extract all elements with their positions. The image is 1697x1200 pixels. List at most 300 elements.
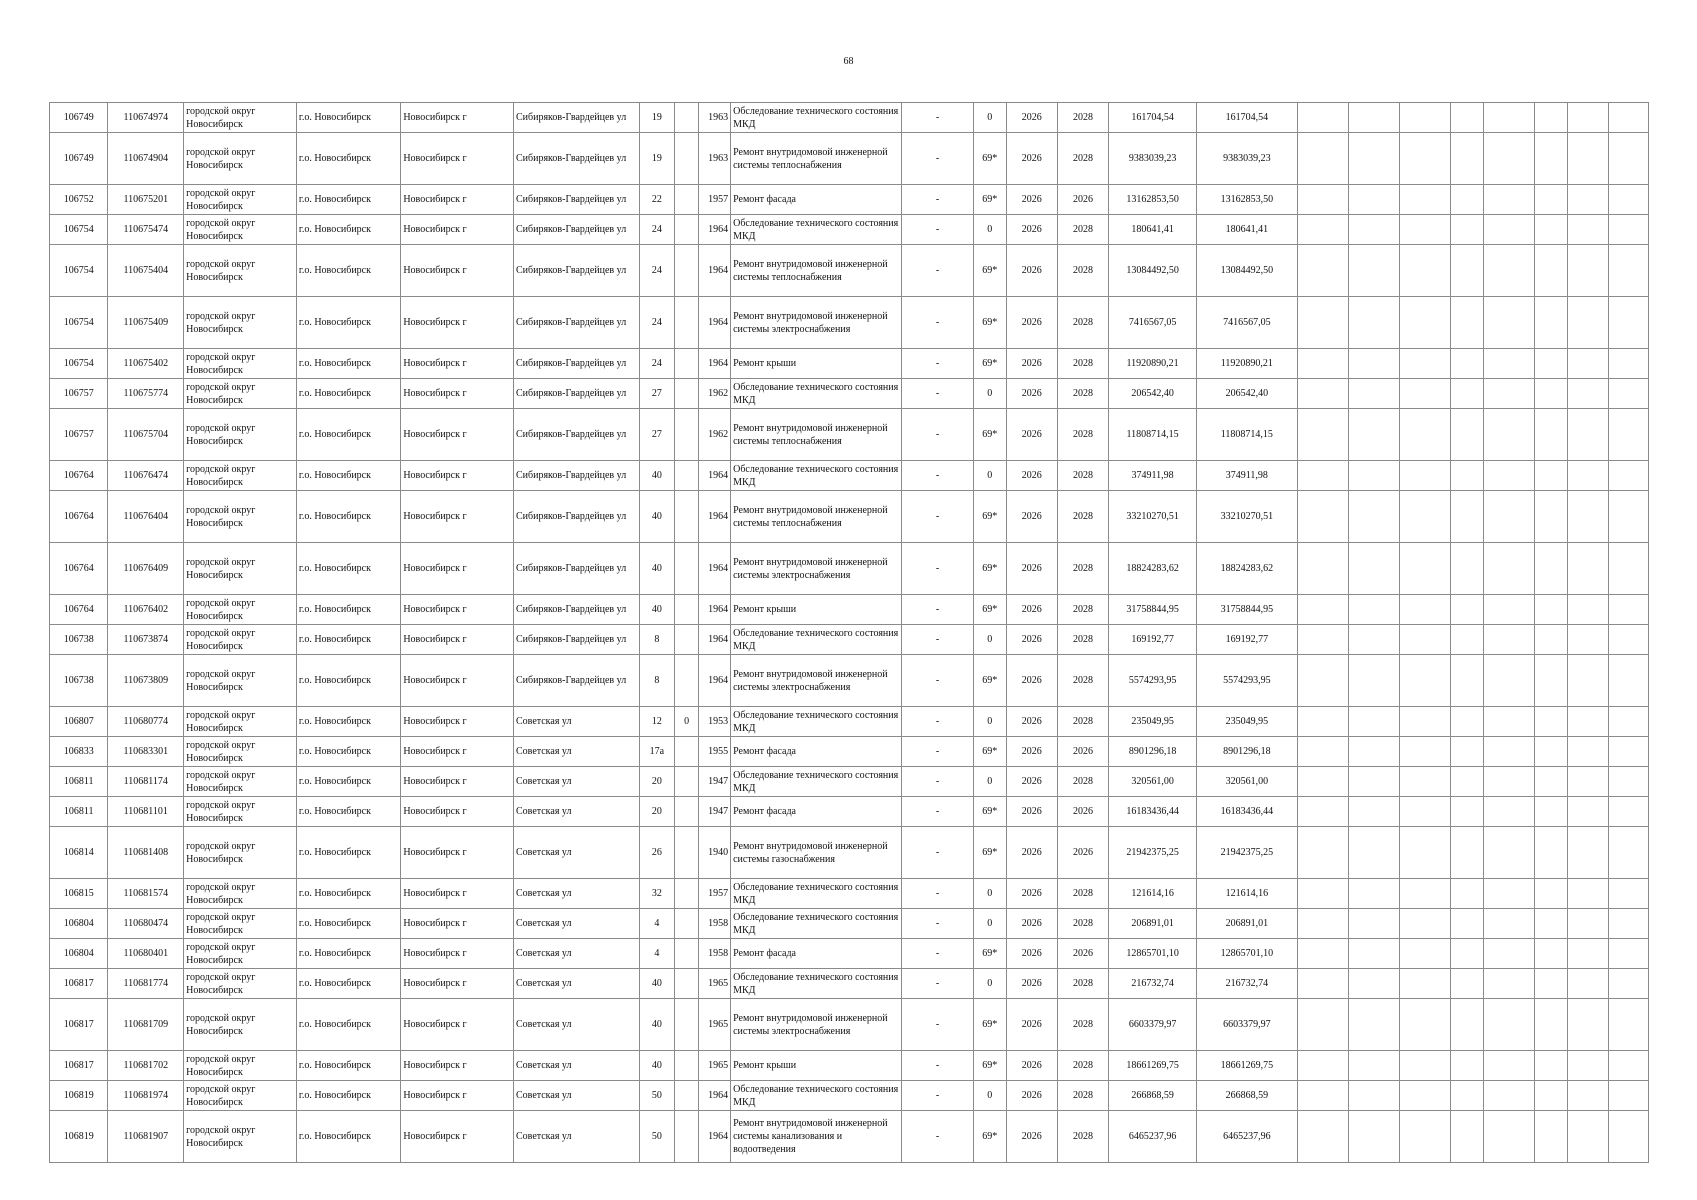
empty-cell [1483,297,1534,349]
dash-cell: - [902,707,974,737]
work-id: 110680474 [108,909,184,939]
street: Советская ул [513,1081,639,1111]
house-number: 12 [639,707,674,737]
object-id: 106804 [50,909,108,939]
table-row [50,543,1649,595]
plan-start-year: 2026 [1006,827,1057,879]
total-cost-cell: 18824283,62 [1197,543,1297,595]
empty-cell [1535,1081,1568,1111]
empty-cell [1608,133,1648,185]
settlement: Новосибирск г [401,379,514,409]
building [674,1081,699,1111]
total-cost-cell: 33210270,51 [1197,491,1297,543]
empty-cell [1399,185,1450,215]
work-type: Ремонт фасада [731,939,902,969]
dash-cell: - [902,655,974,707]
year-built: 1953 [699,707,731,737]
object-id: 106749 [50,103,108,133]
empty-cell [1535,543,1568,595]
plan-end-year: 2028 [1057,245,1108,297]
building [674,491,699,543]
building [674,939,699,969]
total-cost-cell: 21942375,25 [1197,827,1297,879]
district: г.о. Новосибирск [296,1051,400,1081]
empty-cell [1399,655,1450,707]
plan-start-year: 2026 [1006,939,1057,969]
object-id: 106811 [50,767,108,797]
municipality: городской округ Новосибирск [184,595,297,625]
empty-cell [1483,1051,1534,1081]
empty-cell [1608,1111,1648,1163]
plan-end-year: 2026 [1057,185,1108,215]
empty-cell [1608,655,1648,707]
work-type: Ремонт крыши [731,349,902,379]
empty-cell [1535,595,1568,625]
cost-cell: 121614,16 [1109,879,1197,909]
work-id: 110673809 [108,655,184,707]
dash-cell: - [902,543,974,595]
empty-cell [1608,879,1648,909]
percent-cell: 69* [973,1051,1006,1081]
empty-cell [1535,707,1568,737]
work-type: Обследование технического состояния МКД [731,103,902,133]
settlement: Новосибирск г [401,879,514,909]
empty-cell [1399,707,1450,737]
work-type: Ремонт внутридомовой инженерной системы теплоснабжения [731,409,902,461]
object-id: 106738 [50,625,108,655]
object-id: 106764 [50,461,108,491]
house-number: 50 [639,1111,674,1163]
house-number: 4 [639,939,674,969]
empty-cell [1399,1111,1450,1163]
empty-cell [1451,595,1484,625]
empty-cell [1535,215,1568,245]
house-number: 40 [639,543,674,595]
cost-cell: 6603379,97 [1109,999,1197,1051]
empty-cell [1608,939,1648,969]
year-built: 1962 [699,409,731,461]
table-row [50,409,1649,461]
empty-cell [1608,625,1648,655]
work-id: 110681574 [108,879,184,909]
plan-start-year: 2026 [1006,1111,1057,1163]
building [674,409,699,461]
year-built: 1964 [699,595,731,625]
object-id: 106754 [50,215,108,245]
empty-cell [1608,827,1648,879]
dash-cell: - [902,297,974,349]
cost-cell: 18661269,75 [1109,1051,1197,1081]
total-cost-cell: 6603379,97 [1197,999,1297,1051]
work-id: 110676474 [108,461,184,491]
percent-cell: 0 [973,767,1006,797]
empty-cell [1451,625,1484,655]
dash-cell: - [902,103,974,133]
district: г.о. Новосибирск [296,349,400,379]
empty-cell [1608,409,1648,461]
work-type: Ремонт фасада [731,797,902,827]
street: Сибиряков-Гвардейцев ул [513,215,639,245]
plan-start-year: 2026 [1006,543,1057,595]
empty-cell [1535,379,1568,409]
empty-cell [1567,379,1608,409]
plan-end-year: 2028 [1057,655,1108,707]
municipality: городской округ Новосибирск [184,491,297,543]
percent-cell: 69* [973,737,1006,767]
building [674,1111,699,1163]
year-built: 1964 [699,461,731,491]
building [674,1051,699,1081]
empty-cell [1399,827,1450,879]
plan-end-year: 2028 [1057,879,1108,909]
empty-cell [1567,245,1608,297]
empty-cell [1348,767,1399,797]
total-cost-cell: 5574293,95 [1197,655,1297,707]
district: г.о. Новосибирск [296,297,400,349]
district: г.о. Новосибирск [296,879,400,909]
cost-cell: 13084492,50 [1109,245,1197,297]
empty-cell [1567,543,1608,595]
empty-cell [1297,655,1348,707]
empty-cell [1535,999,1568,1051]
empty-cell [1483,215,1534,245]
cost-cell: 7416567,05 [1109,297,1197,349]
empty-cell [1567,297,1608,349]
percent-cell: 0 [973,879,1006,909]
empty-cell [1297,939,1348,969]
empty-cell [1535,409,1568,461]
plan-end-year: 2028 [1057,969,1108,999]
percent-cell: 0 [973,909,1006,939]
dash-cell: - [902,491,974,543]
empty-cell [1399,939,1450,969]
empty-cell [1451,297,1484,349]
plan-start-year: 2026 [1006,409,1057,461]
year-built: 1965 [699,1051,731,1081]
work-type: Ремонт крыши [731,595,902,625]
district: г.о. Новосибирск [296,245,400,297]
street: Советская ул [513,999,639,1051]
percent-cell: 0 [973,215,1006,245]
empty-cell [1483,879,1534,909]
building [674,215,699,245]
house-number: 27 [639,379,674,409]
table-row [50,909,1649,939]
settlement: Новосибирск г [401,939,514,969]
empty-cell [1567,409,1608,461]
empty-cell [1451,999,1484,1051]
work-type: Обследование технического состояния МКД [731,461,902,491]
dash-cell: - [902,879,974,909]
settlement: Новосибирск г [401,999,514,1051]
house-number: 40 [639,999,674,1051]
total-cost-cell: 206542,40 [1197,379,1297,409]
settlement: Новосибирск г [401,595,514,625]
work-id: 110681408 [108,827,184,879]
empty-cell [1297,999,1348,1051]
empty-cell [1535,1051,1568,1081]
house-number: 40 [639,969,674,999]
percent-cell: 69* [973,185,1006,215]
empty-cell [1451,707,1484,737]
district: г.о. Новосибирск [296,707,400,737]
empty-cell [1348,655,1399,707]
empty-cell [1567,1111,1608,1163]
plan-start-year: 2026 [1006,707,1057,737]
work-type: Обследование технического состояния МКД [731,625,902,655]
empty-cell [1608,245,1648,297]
settlement: Новосибирск г [401,133,514,185]
settlement: Новосибирск г [401,103,514,133]
object-id: 106738 [50,655,108,707]
dash-cell: - [902,379,974,409]
empty-cell [1297,215,1348,245]
empty-cell [1535,797,1568,827]
building [674,595,699,625]
district: г.о. Новосибирск [296,1111,400,1163]
district: г.о. Новосибирск [296,133,400,185]
work-type: Ремонт фасада [731,185,902,215]
table-row [50,999,1649,1051]
work-type: Обследование технического состояния МКД [731,215,902,245]
object-id: 106817 [50,1051,108,1081]
building [674,625,699,655]
year-built: 1958 [699,909,731,939]
settlement: Новосибирск г [401,1111,514,1163]
plan-start-year: 2026 [1006,1081,1057,1111]
empty-cell [1348,379,1399,409]
empty-cell [1297,185,1348,215]
work-type: Обследование технического состояния МКД [731,379,902,409]
plan-end-year: 2028 [1057,409,1108,461]
year-built: 1964 [699,215,731,245]
percent-cell: 69* [973,999,1006,1051]
empty-cell [1483,543,1534,595]
empty-cell [1348,461,1399,491]
total-cost-cell: 169192,77 [1197,625,1297,655]
year-built: 1955 [699,737,731,767]
table-row [50,379,1649,409]
total-cost-cell: 11920890,21 [1197,349,1297,379]
year-built: 1947 [699,767,731,797]
street: Сибиряков-Гвардейцев ул [513,595,639,625]
work-id: 110675704 [108,409,184,461]
work-type: Ремонт внутридомовой инженерной системы теплоснабжения [731,491,902,543]
district: г.о. Новосибирск [296,409,400,461]
cost-cell: 21942375,25 [1109,827,1197,879]
settlement: Новосибирск г [401,827,514,879]
object-id: 106757 [50,409,108,461]
empty-cell [1451,543,1484,595]
street: Сибиряков-Гвардейцев ул [513,297,639,349]
district: г.о. Новосибирск [296,103,400,133]
total-cost-cell: 16183436,44 [1197,797,1297,827]
cost-cell: 161704,54 [1109,103,1197,133]
settlement: Новосибирск г [401,215,514,245]
empty-cell [1567,797,1608,827]
empty-cell [1535,103,1568,133]
object-id: 106754 [50,245,108,297]
house-number: 8 [639,625,674,655]
street: Сибиряков-Гвардейцев ул [513,379,639,409]
percent-cell: 0 [973,103,1006,133]
work-id: 110673874 [108,625,184,655]
object-id: 106764 [50,595,108,625]
object-id: 106817 [50,999,108,1051]
empty-cell [1399,625,1450,655]
year-built: 1958 [699,939,731,969]
empty-cell [1399,297,1450,349]
total-cost-cell: 121614,16 [1197,879,1297,909]
table-row [50,185,1649,215]
year-built: 1947 [699,797,731,827]
empty-cell [1567,349,1608,379]
empty-cell [1451,767,1484,797]
total-cost-cell: 7416567,05 [1197,297,1297,349]
percent-cell: 0 [973,461,1006,491]
building [674,767,699,797]
empty-cell [1483,245,1534,297]
empty-cell [1483,827,1534,879]
total-cost-cell: 8901296,18 [1197,737,1297,767]
empty-cell [1399,1051,1450,1081]
year-built: 1964 [699,245,731,297]
cost-cell: 6465237,96 [1109,1111,1197,1163]
plan-end-year: 2028 [1057,349,1108,379]
building [674,103,699,133]
work-type: Обследование технического состояния МКД [731,969,902,999]
empty-cell [1535,1111,1568,1163]
settlement: Новосибирск г [401,625,514,655]
dash-cell: - [902,625,974,655]
empty-cell [1535,185,1568,215]
house-number: 40 [639,491,674,543]
work-id: 110681174 [108,767,184,797]
year-built: 1957 [699,185,731,215]
work-id: 110676402 [108,595,184,625]
dash-cell: - [902,999,974,1051]
empty-cell [1451,103,1484,133]
settlement: Новосибирск г [401,297,514,349]
cost-cell: 8901296,18 [1109,737,1197,767]
work-id: 110681709 [108,999,184,1051]
empty-cell [1535,491,1568,543]
cost-cell: 320561,00 [1109,767,1197,797]
empty-cell [1399,1081,1450,1111]
plan-end-year: 2028 [1057,215,1108,245]
cost-cell: 13162853,50 [1109,185,1197,215]
settlement: Новосибирск г [401,737,514,767]
street: Сибиряков-Гвардейцев ул [513,185,639,215]
street: Советская ул [513,737,639,767]
empty-cell [1483,737,1534,767]
empty-cell [1483,461,1534,491]
work-id: 110683301 [108,737,184,767]
municipality: городской округ Новосибирск [184,245,297,297]
empty-cell [1451,655,1484,707]
year-built: 1964 [699,543,731,595]
house-number: 40 [639,595,674,625]
work-type: Ремонт внутридомовой инженерной системы газоснабжения [731,827,902,879]
year-built: 1965 [699,999,731,1051]
empty-cell [1348,939,1399,969]
empty-cell [1297,1111,1348,1163]
municipality: городской округ Новосибирск [184,349,297,379]
empty-cell [1451,879,1484,909]
work-type: Ремонт внутридомовой инженерной системы теплоснабжения [731,245,902,297]
district: г.о. Новосибирск [296,543,400,595]
table-row [50,969,1649,999]
percent-cell: 69* [973,349,1006,379]
empty-cell [1608,767,1648,797]
house-number: 32 [639,879,674,909]
district: г.о. Новосибирск [296,461,400,491]
empty-cell [1567,1051,1608,1081]
year-built: 1940 [699,827,731,879]
empty-cell [1451,133,1484,185]
cost-cell: 374911,98 [1109,461,1197,491]
street: Советская ул [513,1051,639,1081]
table-row [50,1081,1649,1111]
house-number: 27 [639,409,674,461]
table-row [50,461,1649,491]
plan-start-year: 2026 [1006,103,1057,133]
empty-cell [1451,1081,1484,1111]
empty-cell [1399,349,1450,379]
empty-cell [1567,707,1608,737]
house-number: 19 [639,103,674,133]
plan-end-year: 2028 [1057,595,1108,625]
work-type: Обследование технического состояния МКД [731,1081,902,1111]
cost-cell: 33210270,51 [1109,491,1197,543]
total-cost-cell: 161704,54 [1197,103,1297,133]
municipality: городской округ Новосибирск [184,969,297,999]
empty-cell [1483,999,1534,1051]
district: г.о. Новосибирск [296,491,400,543]
dash-cell: - [902,1111,974,1163]
empty-cell [1535,969,1568,999]
house-number: 24 [639,215,674,245]
district: г.о. Новосибирск [296,655,400,707]
dash-cell: - [902,595,974,625]
street: Сибиряков-Гвардейцев ул [513,655,639,707]
empty-cell [1297,1051,1348,1081]
work-id: 110681774 [108,969,184,999]
work-type: Ремонт крыши [731,1051,902,1081]
work-id: 110675474 [108,215,184,245]
plan-end-year: 2026 [1057,939,1108,969]
work-id: 110681702 [108,1051,184,1081]
year-built: 1964 [699,491,731,543]
municipality: городской округ Новосибирск [184,185,297,215]
district: г.о. Новосибирск [296,939,400,969]
empty-cell [1608,103,1648,133]
street: Сибиряков-Гвардейцев ул [513,491,639,543]
street: Сибиряков-Гвардейцев ул [513,625,639,655]
cost-cell: 12865701,10 [1109,939,1197,969]
street: Советская ул [513,767,639,797]
empty-cell [1348,909,1399,939]
plan-end-year: 2028 [1057,707,1108,737]
building [674,797,699,827]
empty-cell [1608,797,1648,827]
empty-cell [1297,133,1348,185]
dash-cell: - [902,215,974,245]
empty-cell [1567,767,1608,797]
plan-end-year: 2028 [1057,379,1108,409]
empty-cell [1399,379,1450,409]
settlement: Новосибирск г [401,409,514,461]
